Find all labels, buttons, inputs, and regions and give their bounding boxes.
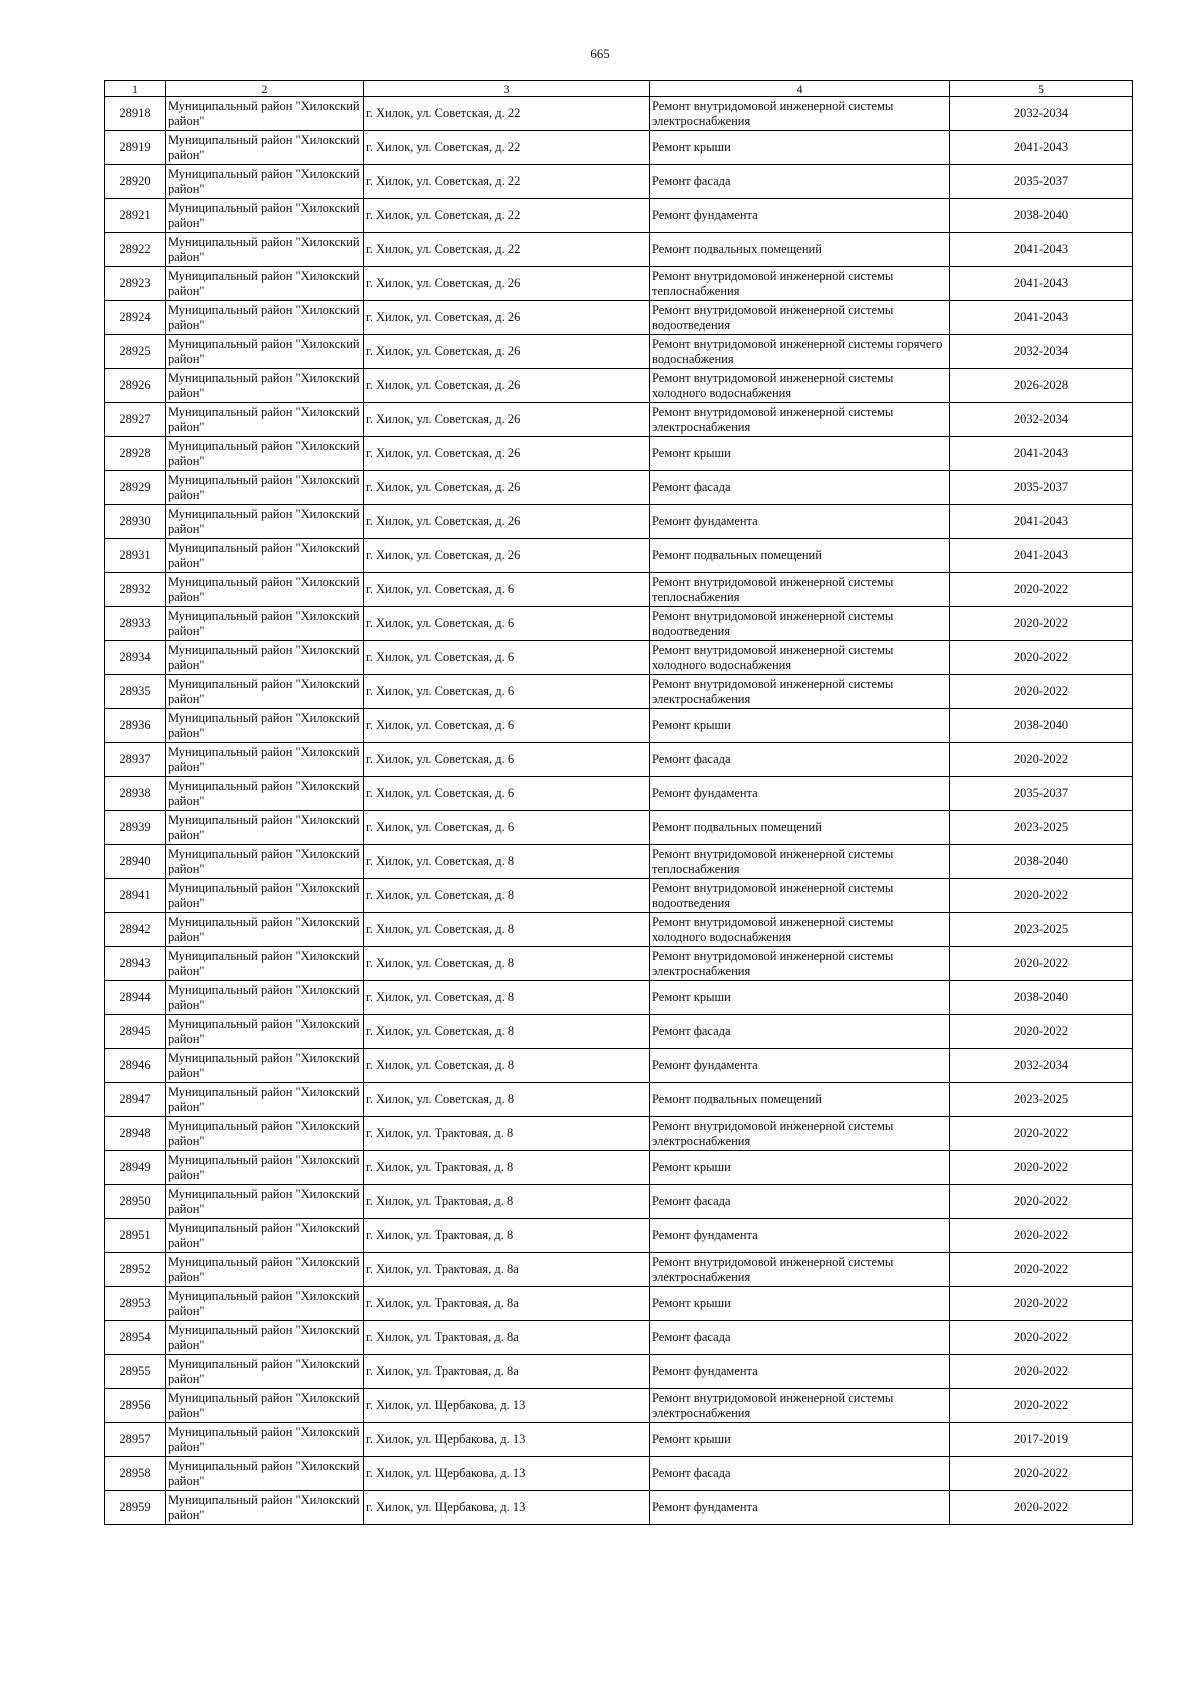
row-number-cell: 28934 [105, 641, 166, 675]
address-cell: г. Хилок, ул. Советская, д. 6 [364, 811, 650, 845]
row-number-cell: 28952 [105, 1253, 166, 1287]
municipality-cell: Муниципальный район "Хилокский район" [166, 437, 364, 471]
period-cell: 2020-2022 [950, 1015, 1133, 1049]
row-number-cell: 28954 [105, 1321, 166, 1355]
row-number-cell: 28945 [105, 1015, 166, 1049]
address-cell: г. Хилок, ул. Советская, д. 6 [364, 743, 650, 777]
period-cell: 2020-2022 [950, 1219, 1133, 1253]
table-row [105, 539, 1133, 573]
municipality-cell: Муниципальный район "Хилокский район" [166, 1049, 364, 1083]
municipality-cell: Муниципальный район "Хилокский район" [166, 1355, 364, 1389]
table-row [105, 165, 1133, 199]
municipality-cell: Муниципальный район "Хилокский район" [166, 607, 364, 641]
table-row [105, 1185, 1133, 1219]
municipality-cell: Муниципальный район "Хилокский район" [166, 165, 364, 199]
address-cell: г. Хилок, ул. Советская, д. 8 [364, 879, 650, 913]
municipality-cell: Муниципальный район "Хилокский район" [166, 1117, 364, 1151]
work-type-cell: Ремонт фундамента [650, 777, 950, 811]
table-row [105, 1457, 1133, 1491]
table-row [105, 913, 1133, 947]
period-cell: 2020-2022 [950, 1185, 1133, 1219]
row-number-cell: 28930 [105, 505, 166, 539]
address-cell: г. Хилок, ул. Советская, д. 6 [364, 777, 650, 811]
repair-schedule-table [104, 80, 1133, 1525]
municipality-cell: Муниципальный район "Хилокский район" [166, 1423, 364, 1457]
table-row [105, 233, 1133, 267]
municipality-cell: Муниципальный район "Хилокский район" [166, 879, 364, 913]
period-cell: 2023-2025 [950, 811, 1133, 845]
table-row [105, 709, 1133, 743]
address-cell: г. Хилок, ул. Советская, д. 6 [364, 709, 650, 743]
table-row [105, 845, 1133, 879]
table-row [105, 607, 1133, 641]
address-cell: г. Хилок, ул. Советская, д. 6 [364, 573, 650, 607]
municipality-cell: Муниципальный район "Хилокский район" [166, 1253, 364, 1287]
table-row [105, 777, 1133, 811]
period-cell: 2035-2037 [950, 471, 1133, 505]
row-number-cell: 28944 [105, 981, 166, 1015]
address-cell: г. Хилок, ул. Советская, д. 22 [364, 97, 650, 131]
municipality-cell: Муниципальный район "Хилокский район" [166, 1015, 364, 1049]
period-cell: 2023-2025 [950, 913, 1133, 947]
municipality-cell: Муниципальный район "Хилокский район" [166, 539, 364, 573]
table-row [105, 505, 1133, 539]
municipality-cell: Муниципальный район "Хилокский район" [166, 233, 364, 267]
municipality-cell: Муниципальный район "Хилокский район" [166, 913, 364, 947]
row-number-cell: 28938 [105, 777, 166, 811]
work-type-cell: Ремонт внутридомовой инженерной системы холодного водоснабжения [650, 641, 950, 675]
table-row [105, 97, 1133, 131]
work-type-cell: Ремонт внутридомовой инженерной системы водоотведения [650, 607, 950, 641]
address-cell: г. Хилок, ул. Советская, д. 6 [364, 675, 650, 709]
period-cell: 2020-2022 [950, 879, 1133, 913]
work-type-cell: Ремонт внутридомовой инженерной системы электроснабжения [650, 97, 950, 131]
row-number-cell: 28956 [105, 1389, 166, 1423]
address-cell: г. Хилок, ул. Советская, д. 8 [364, 981, 650, 1015]
row-number-cell: 28937 [105, 743, 166, 777]
table-row [105, 131, 1133, 165]
column-header: 2 [166, 81, 364, 97]
table-row [105, 1389, 1133, 1423]
work-type-cell: Ремонт внутридомовой инженерной системы горячего водоснабжения [650, 335, 950, 369]
municipality-cell: Муниципальный район "Хилокский район" [166, 1457, 364, 1491]
address-cell: г. Хилок, ул. Трактовая, д. 8а [364, 1321, 650, 1355]
municipality-cell: Муниципальный район "Хилокский район" [166, 709, 364, 743]
row-number-cell: 28923 [105, 267, 166, 301]
row-number-cell: 28935 [105, 675, 166, 709]
municipality-cell: Муниципальный район "Хилокский район" [166, 199, 364, 233]
period-cell: 2020-2022 [950, 573, 1133, 607]
period-cell: 2020-2022 [950, 1287, 1133, 1321]
row-number-cell: 28941 [105, 879, 166, 913]
table-row [105, 403, 1133, 437]
work-type-cell: Ремонт внутридомовой инженерной системы электроснабжения [650, 1389, 950, 1423]
work-type-cell: Ремонт фундамента [650, 1219, 950, 1253]
address-cell: г. Хилок, ул. Советская, д. 8 [364, 1015, 650, 1049]
address-cell: г. Хилок, ул. Трактовая, д. 8а [364, 1287, 650, 1321]
work-type-cell: Ремонт фундамента [650, 1491, 950, 1525]
address-cell: г. Хилок, ул. Советская, д. 26 [364, 505, 650, 539]
table-row [105, 1083, 1133, 1117]
table-row [105, 981, 1133, 1015]
row-number-cell: 28929 [105, 471, 166, 505]
work-type-cell: Ремонт фасада [650, 743, 950, 777]
period-cell: 2038-2040 [950, 199, 1133, 233]
row-number-cell: 28932 [105, 573, 166, 607]
period-cell: 2023-2025 [950, 1083, 1133, 1117]
municipality-cell: Муниципальный район "Хилокский район" [166, 743, 364, 777]
period-cell: 2041-2043 [950, 233, 1133, 267]
work-type-cell: Ремонт фасада [650, 1185, 950, 1219]
municipality-cell: Муниципальный район "Хилокский район" [166, 1219, 364, 1253]
municipality-cell: Муниципальный район "Хилокский район" [166, 1287, 364, 1321]
table-row [105, 369, 1133, 403]
period-cell: 2020-2022 [950, 641, 1133, 675]
row-number-cell: 28942 [105, 913, 166, 947]
row-number-cell: 28926 [105, 369, 166, 403]
row-number-cell: 28924 [105, 301, 166, 335]
work-type-cell: Ремонт крыши [650, 981, 950, 1015]
table-row [105, 811, 1133, 845]
address-cell: г. Хилок, ул. Советская, д. 26 [364, 369, 650, 403]
period-cell: 2020-2022 [950, 1117, 1133, 1151]
address-cell: г. Хилок, ул. Трактовая, д. 8 [364, 1151, 650, 1185]
municipality-cell: Муниципальный район "Хилокский район" [166, 641, 364, 675]
row-number-cell: 28953 [105, 1287, 166, 1321]
period-cell: 2020-2022 [950, 1457, 1133, 1491]
address-cell: г. Хилок, ул. Трактовая, д. 8а [364, 1253, 650, 1287]
work-type-cell: Ремонт внутридомовой инженерной системы холодного водоснабжения [650, 913, 950, 947]
row-number-cell: 28928 [105, 437, 166, 471]
municipality-cell: Муниципальный район "Хилокский район" [166, 335, 364, 369]
work-type-cell: Ремонт фундамента [650, 199, 950, 233]
table-row [105, 335, 1133, 369]
work-type-cell: Ремонт крыши [650, 131, 950, 165]
period-cell: 2020-2022 [950, 675, 1133, 709]
column-header: 5 [950, 81, 1133, 97]
work-type-cell: Ремонт подвальных помещений [650, 539, 950, 573]
table-row [105, 267, 1133, 301]
address-cell: г. Хилок, ул. Щербакова, д. 13 [364, 1423, 650, 1457]
work-type-cell: Ремонт подвальных помещений [650, 811, 950, 845]
address-cell: г. Хилок, ул. Советская, д. 26 [364, 403, 650, 437]
table-row [105, 1151, 1133, 1185]
municipality-cell: Муниципальный район "Хилокский район" [166, 675, 364, 709]
address-cell: г. Хилок, ул. Советская, д. 8 [364, 845, 650, 879]
work-type-cell: Ремонт крыши [650, 1151, 950, 1185]
address-cell: г. Хилок, ул. Советская, д. 26 [364, 437, 650, 471]
table-row [105, 1321, 1133, 1355]
work-type-cell: Ремонт фасада [650, 471, 950, 505]
address-cell: г. Хилок, ул. Советская, д. 8 [364, 1049, 650, 1083]
period-cell: 2041-2043 [950, 505, 1133, 539]
address-cell: г. Хилок, ул. Советская, д. 8 [364, 913, 650, 947]
address-cell: г. Хилок, ул. Советская, д. 22 [364, 233, 650, 267]
work-type-cell: Ремонт фасада [650, 1015, 950, 1049]
work-type-cell: Ремонт фундамента [650, 1355, 950, 1389]
work-type-cell: Ремонт внутридомовой инженерной системы теплоснабжения [650, 267, 950, 301]
table-row [105, 1287, 1133, 1321]
municipality-cell: Муниципальный район "Хилокский район" [166, 947, 364, 981]
work-type-cell: Ремонт фасада [650, 1321, 950, 1355]
row-number-cell: 28921 [105, 199, 166, 233]
table-row [105, 1423, 1133, 1457]
municipality-cell: Муниципальный район "Хилокский район" [166, 981, 364, 1015]
period-cell: 2041-2043 [950, 539, 1133, 573]
municipality-cell: Муниципальный район "Хилокский район" [166, 505, 364, 539]
work-type-cell: Ремонт внутридомовой инженерной системы водоотведения [650, 301, 950, 335]
row-number-cell: 28927 [105, 403, 166, 437]
row-number-cell: 28920 [105, 165, 166, 199]
table-row [105, 879, 1133, 913]
municipality-cell: Муниципальный район "Хилокский район" [166, 131, 364, 165]
municipality-cell: Муниципальный район "Хилокский район" [166, 1321, 364, 1355]
row-number-cell: 28931 [105, 539, 166, 573]
address-cell: г. Хилок, ул. Советская, д. 22 [364, 199, 650, 233]
address-cell: г. Хилок, ул. Трактовая, д. 8 [364, 1117, 650, 1151]
table-header-row [105, 81, 1133, 97]
municipality-cell: Муниципальный район "Хилокский район" [166, 403, 364, 437]
municipality-cell: Муниципальный район "Хилокский район" [166, 1083, 364, 1117]
table-row [105, 1491, 1133, 1525]
address-cell: г. Хилок, ул. Трактовая, д. 8 [364, 1219, 650, 1253]
work-type-cell: Ремонт крыши [650, 709, 950, 743]
municipality-cell: Муниципальный район "Хилокский район" [166, 301, 364, 335]
row-number-cell: 28925 [105, 335, 166, 369]
work-type-cell: Ремонт внутридомовой инженерной системы электроснабжения [650, 403, 950, 437]
work-type-cell: Ремонт крыши [650, 437, 950, 471]
address-cell: г. Хилок, ул. Советская, д. 26 [364, 267, 650, 301]
period-cell: 2041-2043 [950, 267, 1133, 301]
work-type-cell: Ремонт подвальных помещений [650, 233, 950, 267]
period-cell: 2020-2022 [950, 947, 1133, 981]
row-number-cell: 28958 [105, 1457, 166, 1491]
table-row [105, 1049, 1133, 1083]
address-cell: г. Хилок, ул. Советская, д. 26 [364, 471, 650, 505]
table-row [105, 743, 1133, 777]
row-number-cell: 28936 [105, 709, 166, 743]
row-number-cell: 28918 [105, 97, 166, 131]
municipality-cell: Муниципальный район "Хилокский район" [166, 1389, 364, 1423]
period-cell: 2032-2034 [950, 1049, 1133, 1083]
municipality-cell: Муниципальный район "Хилокский район" [166, 97, 364, 131]
work-type-cell: Ремонт внутридомовой инженерной системы теплоснабжения [650, 573, 950, 607]
address-cell: г. Хилок, ул. Трактовая, д. 8а [364, 1355, 650, 1389]
address-cell: г. Хилок, ул. Советская, д. 22 [364, 131, 650, 165]
address-cell: г. Хилок, ул. Советская, д. 6 [364, 607, 650, 641]
table-row [105, 437, 1133, 471]
address-cell: г. Хилок, ул. Трактовая, д. 8 [364, 1185, 650, 1219]
municipality-cell: Муниципальный район "Хилокский район" [166, 1491, 364, 1525]
table-row [105, 471, 1133, 505]
table-row [105, 199, 1133, 233]
period-cell: 2026-2028 [950, 369, 1133, 403]
period-cell: 2020-2022 [950, 1389, 1133, 1423]
row-number-cell: 28933 [105, 607, 166, 641]
table-row [105, 573, 1133, 607]
row-number-cell: 28947 [105, 1083, 166, 1117]
work-type-cell: Ремонт внутридомовой инженерной системы теплоснабжения [650, 845, 950, 879]
table-row [105, 947, 1133, 981]
municipality-cell: Муниципальный район "Хилокский район" [166, 777, 364, 811]
period-cell: 2032-2034 [950, 97, 1133, 131]
work-type-cell: Ремонт крыши [650, 1287, 950, 1321]
period-cell: 2035-2037 [950, 777, 1133, 811]
address-cell: г. Хилок, ул. Щербакова, д. 13 [364, 1457, 650, 1491]
table-row [105, 1219, 1133, 1253]
row-number-cell: 28951 [105, 1219, 166, 1253]
row-number-cell: 28940 [105, 845, 166, 879]
table-row [105, 1253, 1133, 1287]
column-header: 4 [650, 81, 950, 97]
period-cell: 2020-2022 [950, 1253, 1133, 1287]
work-type-cell: Ремонт фасада [650, 165, 950, 199]
municipality-cell: Муниципальный район "Хилокский район" [166, 1185, 364, 1219]
table-row [105, 1117, 1133, 1151]
address-cell: г. Хилок, ул. Щербакова, д. 13 [364, 1389, 650, 1423]
row-number-cell: 28922 [105, 233, 166, 267]
column-header: 1 [105, 81, 166, 97]
period-cell: 2020-2022 [950, 743, 1133, 777]
table-row [105, 1355, 1133, 1389]
period-cell: 2035-2037 [950, 165, 1133, 199]
address-cell: г. Хилок, ул. Советская, д. 8 [364, 947, 650, 981]
address-cell: г. Хилок, ул. Советская, д. 26 [364, 301, 650, 335]
table-row [105, 641, 1133, 675]
work-type-cell: Ремонт внутридомовой инженерной системы холодного водоснабжения [650, 369, 950, 403]
row-number-cell: 28955 [105, 1355, 166, 1389]
municipality-cell: Муниципальный район "Хилокский район" [166, 845, 364, 879]
work-type-cell: Ремонт внутридомовой инженерной системы электроснабжения [650, 1117, 950, 1151]
period-cell: 2041-2043 [950, 301, 1133, 335]
address-cell: г. Хилок, ул. Советская, д. 26 [364, 539, 650, 573]
municipality-cell: Муниципальный район "Хилокский район" [166, 1151, 364, 1185]
address-cell: г. Хилок, ул. Советская, д. 6 [364, 641, 650, 675]
row-number-cell: 28949 [105, 1151, 166, 1185]
municipality-cell: Муниципальный район "Хилокский район" [166, 573, 364, 607]
period-cell: 2017-2019 [950, 1423, 1133, 1457]
period-cell: 2041-2043 [950, 131, 1133, 165]
row-number-cell: 28948 [105, 1117, 166, 1151]
period-cell: 2032-2034 [950, 335, 1133, 369]
work-type-cell: Ремонт фундамента [650, 505, 950, 539]
period-cell: 2020-2022 [950, 1491, 1133, 1525]
work-type-cell: Ремонт подвальных помещений [650, 1083, 950, 1117]
period-cell: 2020-2022 [950, 1151, 1133, 1185]
row-number-cell: 28959 [105, 1491, 166, 1525]
period-cell: 2020-2022 [950, 1355, 1133, 1389]
address-cell: г. Хилок, ул. Советская, д. 26 [364, 335, 650, 369]
period-cell: 2038-2040 [950, 981, 1133, 1015]
period-cell: 2032-2034 [950, 403, 1133, 437]
period-cell: 2020-2022 [950, 1321, 1133, 1355]
municipality-cell: Муниципальный район "Хилокский район" [166, 811, 364, 845]
address-cell: г. Хилок, ул. Советская, д. 22 [364, 165, 650, 199]
period-cell: 2038-2040 [950, 709, 1133, 743]
period-cell: 2038-2040 [950, 845, 1133, 879]
work-type-cell: Ремонт внутридомовой инженерной системы электроснабжения [650, 675, 950, 709]
municipality-cell: Муниципальный район "Хилокский район" [166, 369, 364, 403]
work-type-cell: Ремонт крыши [650, 1423, 950, 1457]
address-cell: г. Хилок, ул. Советская, д. 8 [364, 1083, 650, 1117]
row-number-cell: 28919 [105, 131, 166, 165]
page-number: 665 [590, 46, 610, 61]
table-row [105, 1015, 1133, 1049]
municipality-cell: Муниципальный район "Хилокский район" [166, 471, 364, 505]
column-header: 3 [364, 81, 650, 97]
row-number-cell: 28957 [105, 1423, 166, 1457]
work-type-cell: Ремонт фундамента [650, 1049, 950, 1083]
work-type-cell: Ремонт фасада [650, 1457, 950, 1491]
table-row [105, 675, 1133, 709]
period-cell: 2041-2043 [950, 437, 1133, 471]
row-number-cell: 28950 [105, 1185, 166, 1219]
row-number-cell: 28946 [105, 1049, 166, 1083]
work-type-cell: Ремонт внутридомовой инженерной системы электроснабжения [650, 947, 950, 981]
row-number-cell: 28939 [105, 811, 166, 845]
table-row [105, 301, 1133, 335]
row-number-cell: 28943 [105, 947, 166, 981]
work-type-cell: Ремонт внутридомовой инженерной системы электроснабжения [650, 1253, 950, 1287]
period-cell: 2020-2022 [950, 607, 1133, 641]
address-cell: г. Хилок, ул. Щербакова, д. 13 [364, 1491, 650, 1525]
work-type-cell: Ремонт внутридомовой инженерной системы водоотведения [650, 879, 950, 913]
municipality-cell: Муниципальный район "Хилокский район" [166, 267, 364, 301]
